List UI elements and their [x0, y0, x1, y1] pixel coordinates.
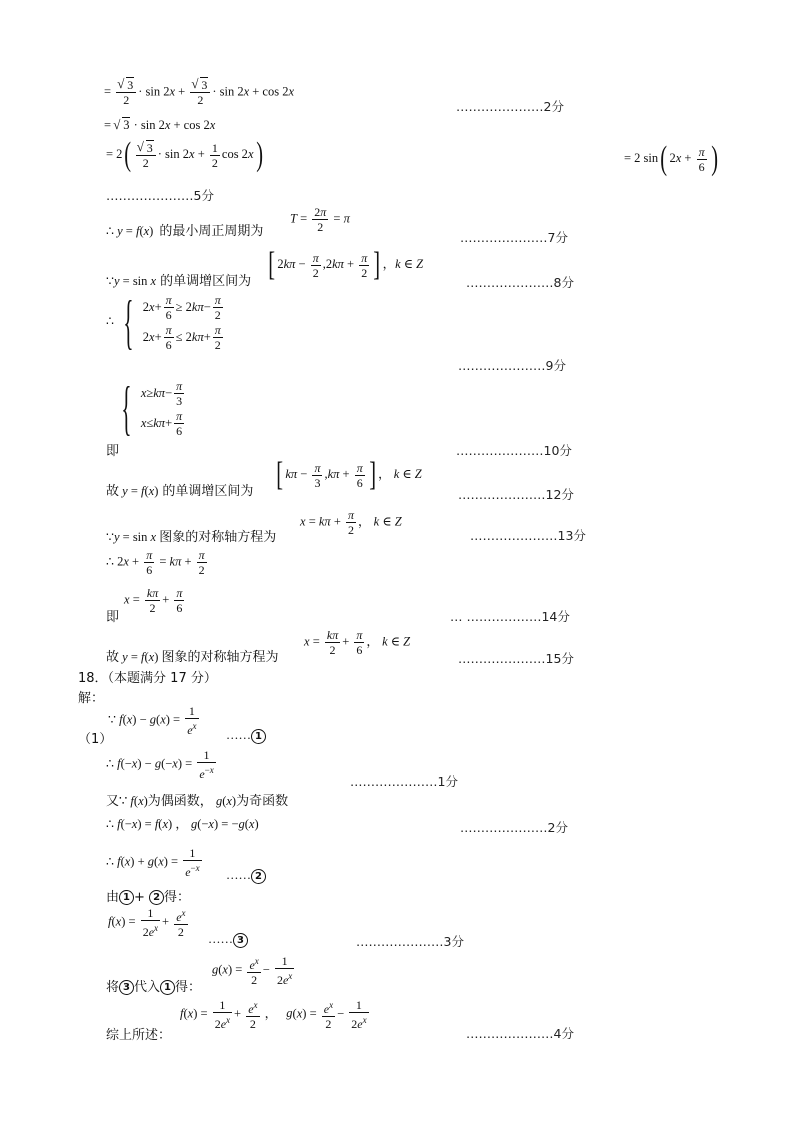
score-13: …………………13分 — [470, 528, 586, 543]
eq-line-2: = √ 3 · sin 2x + cos 2x — [104, 118, 215, 133]
score-14: … ………………14分 — [450, 609, 570, 624]
ji-label: 即 — [106, 444, 120, 459]
sin-incr-interval: [ 2kπ − $\frac{\pi}{2}$ ,2kπ + $\frac{\pi}{2}$ ] ，k ∈ Z — [268, 246, 424, 283]
score-2b: …………………2分 — [460, 820, 568, 835]
axis-x-formula: x = $\frac{k\pi}{2}$ + $\frac{\pi}{6}$ — [124, 586, 183, 615]
label-two: …… 2 — [226, 868, 266, 884]
eq-line-1: = √ $\frac{3}{2}$ · sin 2x + √ $\frac{3}{2}$ · sin 2x + cos 2x — [104, 78, 294, 107]
eq-line-3-right: = 2 sin( 2x + $\frac{\pi}{6}$ ) — [624, 140, 718, 177]
sin-incr-line: ∵y = sin x 的单调增区间为 — [106, 274, 252, 289]
label-one: …… 1 — [226, 728, 266, 744]
label-three: …… 3 — [208, 932, 248, 948]
inequality-system-1: ∴ { 2 x + $\frac{\pi}{6}$ ≥ 2 kπ − $\frac{\pi}{2}$ 2 x + $\frac{\pi}{6}$ ≤ 2 kπ + $\frac{\pi}{2}$ — [106, 289, 221, 355]
eq-f-plus-g: ∴ f(x) + g(x) = $\frac{1}{e^{-x}}$ — [106, 846, 200, 879]
score-4: …………………4分 — [466, 1026, 574, 1041]
question-18-header: 18．（本题满分 17 分） — [78, 671, 217, 686]
score-10: …………………10分 — [456, 443, 572, 458]
eq-f-neg: ∴ f(−x) − g(−x) = $\frac{1}{e^{-x}}$ — [106, 748, 214, 781]
sin-axis-formula: x = kπ + $\frac{\pi}{2}$ ， k ∈ Z — [300, 508, 402, 537]
score-12: …………………12分 — [458, 487, 574, 502]
score-15: …………………15分 — [458, 651, 574, 666]
f-formula: f(x) = $\frac{1}{2e^x}$ + $\frac{e^x}{2}$ — [108, 906, 186, 939]
part-1-label: （1） — [78, 732, 113, 747]
sin-axis-line: ∵y = sin x 图象的对称轴方程为 — [106, 530, 277, 545]
combine-line: 由 1 + 2 得： — [106, 890, 191, 905]
score-2: …………………2分 — [456, 99, 564, 114]
substitute-line: 将 3 代入 1 得： — [106, 980, 202, 995]
eq-line-3: = 2( √ $\frac{3}{2}$ · sin 2x + $\frac{1}{2}$ cos 2x) — [106, 140, 265, 170]
score-5: …………………5分 — [106, 188, 214, 203]
result-incr-line: 故 y = f(x) 的单调增区间为 — [106, 484, 254, 499]
score-9: …………………9分 — [458, 358, 566, 373]
g-formula: g(x) = $\frac{e^x}{2}$ − $\frac{1}{2e^x}$ — [212, 954, 293, 987]
solution-label: 解： — [78, 691, 105, 706]
score-3: …………………3分 — [356, 934, 464, 949]
ji2-label: 即 — [106, 610, 120, 625]
result-axis-line: 故 y = f(x) 图象的对称轴方程为 — [106, 650, 279, 665]
eq-f-minus-g: ∵ f(x) − g(x) = $\frac{1}{e^x}$ — [108, 704, 197, 737]
score-7: …………………7分 — [460, 230, 568, 245]
summary-formulas: f(x) = $\frac{1}{2e^x}$ + $\frac{e^x}{2}$ ， g(x) = $\frac{e^x}{2}$ − $\frac{1}{2e^x}$ — [180, 998, 367, 1031]
even-odd-eq: ∴ f(−x) = f(x) ， g(−x) = −g(x) — [106, 817, 259, 831]
summary-label: 综上所述： — [106, 1028, 172, 1043]
score-1: …………………1分 — [350, 774, 458, 789]
result-axis-formula: x = $\frac{k\pi}{2}$ + $\frac{\pi}{6}$ ， k ∈ Z — [304, 628, 411, 657]
axis-eq-line: ∴ 2x + $\frac{\pi}{6}$ = kπ + $\frac{\pi}{2}$ — [106, 548, 205, 577]
even-odd-line: 又∵ f(x)为偶函数， g(x)为奇函数 — [106, 794, 289, 809]
period-line: ∴ y = f(x) 的最小周正周期为 — [106, 224, 264, 239]
period-formula: T = $\frac{2\pi}{2}$ = π — [290, 205, 350, 234]
result-interval: [ kπ − $\frac{\pi}{3}$ ,kπ + $\frac{\pi}{6}$ ] ， k ∈ Z — [276, 456, 422, 493]
score-8: …………………8分 — [466, 275, 574, 290]
inequality-system-2: { x ≥ kπ − $\frac{\pi}{3}$ x ≤ kπ + $\frac{\pi}{6}$ — [121, 375, 183, 441]
